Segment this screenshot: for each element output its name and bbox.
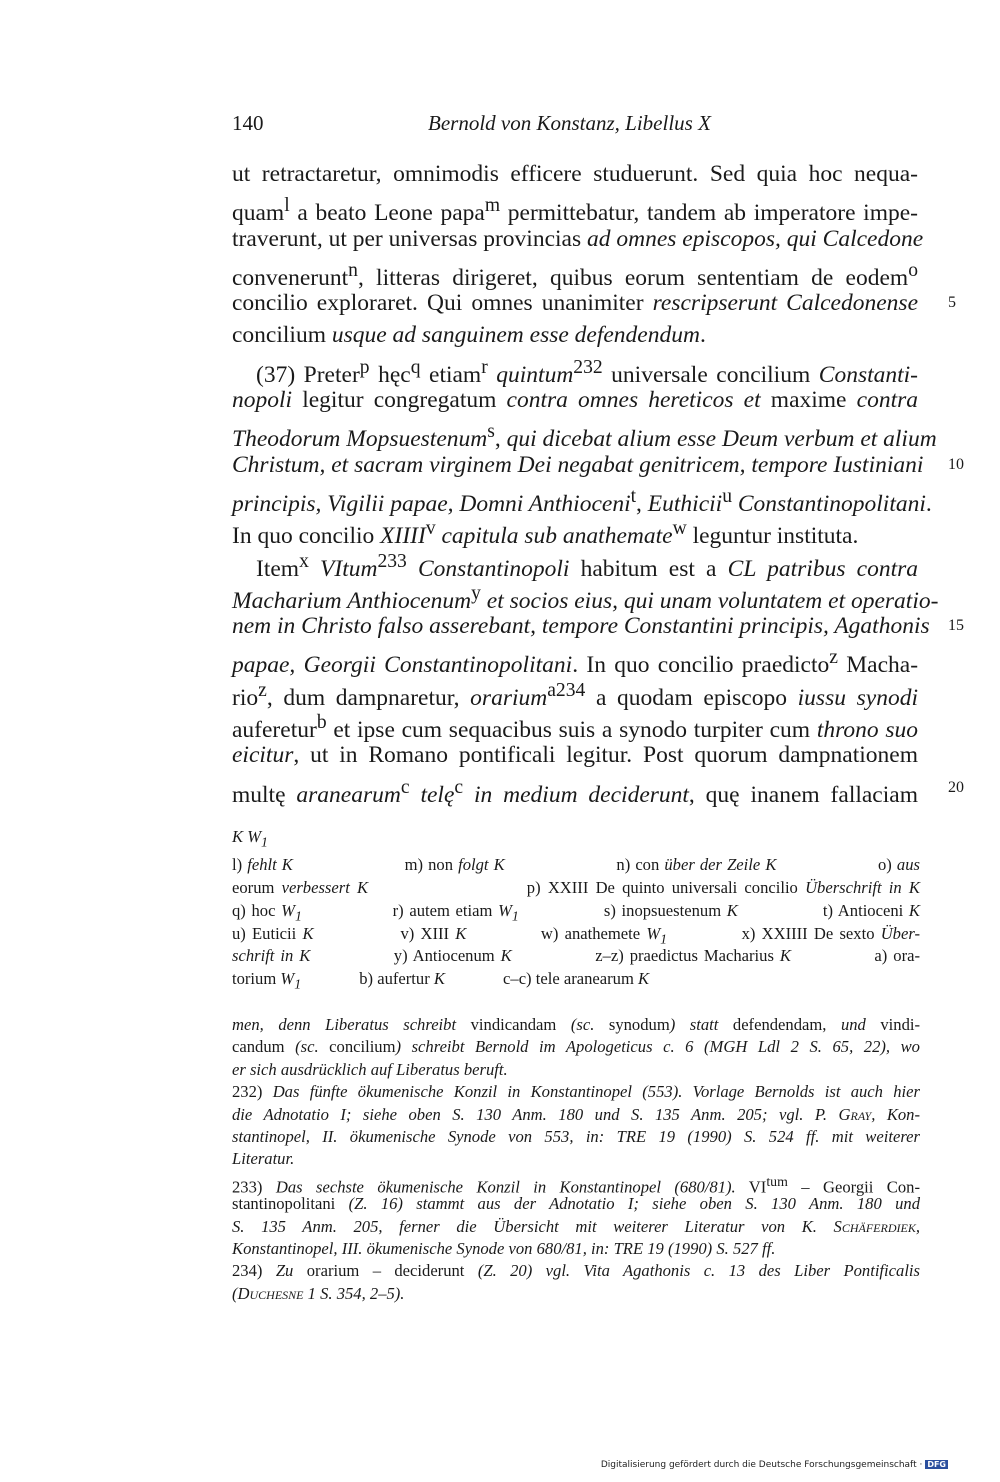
commentary-line: 233) Das sechste ökumenische Konzil in Konstantinopel (680/81). $VI^{tum}$ – Georgii Con- (232, 1173, 920, 1197)
text-line: concilio exploraret. Qui omnes unanimiter rescripserunt Calcedonense (232, 290, 918, 317)
text-line: Theodorum Mopsuestenum$^s$, qui dicebat alium esse Deum verbum et alium (232, 421, 937, 453)
line-number: 5 (948, 294, 956, 312)
running-title: Bernold von Konstanz, Libellus X (428, 111, 711, 135)
apparatus-line: schrift in K y) Antiocenum K z–z) praedictus Macharius K a) ora- (232, 946, 920, 966)
critical-apparatus (232, 826, 920, 991)
dfg-logo: DFG (927, 1460, 946, 1469)
text-line: quam$^l$ a beato Leone papa$^m$ permittebatur, tandem ab imperatore impe- (232, 195, 918, 227)
commentary-line: (Duchesne 1 S. 354, 2–5). (232, 1283, 405, 1303)
commentary-line: 234) Zu orarium – deciderunt (Z. 20) vgl. Vita Agathonis c. 13 des Liber Pontificalis (232, 1261, 920, 1281)
commentary-line: S. 135 Anm. 205, ferner die Übersicht mit weiterer Literatur von K. Schäferdiek, (232, 1216, 920, 1236)
commentary-line: men, denn Liberatus schreibt vindicandam (sc. synodum) statt defendendam, und vindi- (232, 1015, 921, 1034)
text-line: convenerunt$^n$, litteras dirigeret, quibus eorum sententiam de eodem$^o$ (232, 259, 918, 291)
commentary-line: 232) Das fünfte ökumenische Konzil in Konstantinopel (553). Vorlage Bernolds ist auch hier (232, 1082, 920, 1102)
commentary-line: stantinopolitani (Z. 16) stammt aus der Adnotatio I; siehe oben S. 130 Anm. 180 und (232, 1194, 920, 1214)
line-number: 10 (948, 455, 964, 473)
main-text (232, 158, 939, 808)
apparatus-witnesses: K $W_1$ (232, 827, 268, 850)
text-line: Christum, et sacram virginem Dei negabat genitricem, tempore Iustiniani (232, 451, 924, 478)
commentary-line: die Adnotatio I; siehe oben S. 130 Anm. 180 und S. 135 Anm. 205; vgl. P. Gray, Kon- (232, 1104, 921, 1124)
text-line: traverunt, ut per universas provincias ad omnes episcopos, qui Calcedone (232, 225, 924, 252)
commentary-notes (232, 1014, 920, 1305)
text-line: (37) Preter$^p$ hęc$^q$ etiam$^r$ quintum$^{232}$ universale concilium Constanti- (256, 356, 918, 388)
text-line: ut retractaretur, omnimodis efficere studuerunt. Sed quia hoc nequa- (232, 161, 918, 187)
text-line: papae, Georgii Constantinopolitani. In quo concilio praedicto$^z$ Macha- (232, 647, 919, 679)
commentary-line: candum (sc. concilium) schreibt Bernold im Apologeticus c. 6 (MGH Ldl 2 S. 65, 22), wo (232, 1037, 920, 1057)
apparatus-line: torium $W_1$ b) aufertur K c–c) tele aranearum K (232, 969, 650, 992)
text-line: Item$^x$ VItum$^{233}$ Constantinopoli habitum est a CL patribus contra (256, 550, 918, 582)
text-line: Macharium Anthiocenum$^y$ et socios eius, qui unam voluntatem et operatio- (232, 582, 939, 614)
text-line: nopoli legitur congregatum contra omnes hereticos et maxime contra (232, 387, 918, 414)
digitization-notice (601, 1460, 948, 1470)
apparatus-line: q) hoc $W_1$ r) autem etiam $W_1$ s) inopsuestenum K t) Antioceni K (232, 900, 920, 924)
text-line: concilium usque ad sanguinem esse defendendum. (232, 322, 706, 349)
commentary-line: stantinopel, II. ökumenische Synode von 553, in: TRE 19 (1990) S. 524 ff. mit weiterer (232, 1126, 920, 1146)
apparatus-line: l) fehlt K m) non folgt K n) con über der Zeile K o) aus (232, 855, 920, 875)
text-line: multę aranearum$^c$ telę$^c$ in medium deciderunt, quę inanem fallaciam (232, 776, 918, 808)
text-line: In quo concilio XIIII$^v$ capitula sub anathemate$^w$ leguntur instituta. (232, 518, 859, 550)
line-number: 20 (948, 778, 964, 796)
text-line: rio$^z$, dum dampnaretur, orarium$^{a234}$ a quodam episcopo iussu synodi (232, 679, 918, 711)
apparatus-line: eorum verbessert K p) XXIII De quinto universali concilio Überschrift in K (232, 877, 920, 897)
text-line: auferetur$^b$ et ipse cum sequacibus suis a synodo turpiter cum throno suo (232, 712, 918, 743)
line-number: 15 (948, 617, 964, 635)
text-line: principis, Vigilii papae, Domni Anthioceni$^t$, Euthicii$^u$ Constantinopolitani. (232, 485, 932, 517)
commentary-line: Konstantinopel, III. ökumenische Synode von 680/81, in: TRE 19 (1990) S. 527 ff. (232, 1238, 776, 1258)
commentary-line: Literatur. (232, 1149, 295, 1169)
commentary-line: er sich ausdrücklich auf Liberatus beruft. (232, 1059, 508, 1079)
page-number: 140 (232, 111, 264, 135)
text-line: eicitur, ut in Romano pontificali legitur. Post quorum dampnationem (232, 742, 918, 769)
apparatus-line: u) Euticii K v) XIII K w) anathemete $W_1$ x) XXIIII De sexto Über- (232, 923, 920, 946)
digitization-text: Digitalisierung gefördert durch die Deutsche Forschungsgemeinschaft · (600, 1460, 923, 1470)
text-line: nem in Christo falso asserebant, tempore Constantini principis, Agathonis (232, 613, 930, 640)
